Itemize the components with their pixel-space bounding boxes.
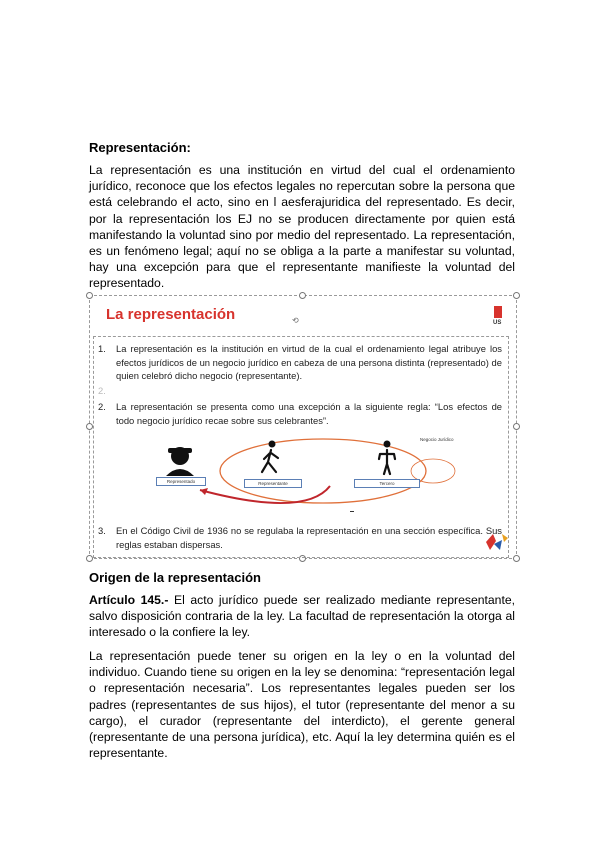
university-logo-icon	[492, 304, 510, 326]
resize-handle[interactable]	[513, 292, 520, 299]
article-text: El acto jurídico puede ser realizado mediante representante, salvo disposición contraria de la ley. La facultad de representación la otorga al interesado o la confiere la ley.	[89, 593, 515, 640]
slide-title: La representación	[106, 306, 236, 323]
represented-person-icon	[166, 447, 194, 476]
article-paragraph	[89, 592, 515, 641]
article-label: Artículo 145.-	[89, 593, 169, 607]
third-party-label: Tercero	[354, 479, 420, 488]
section-heading-representacion: Representación:	[89, 140, 191, 155]
intro-paragraph: La representación es una institución en virtud del cual el ordenamiento jurídico, reconoce que los efectos legales no repercutan sobre la persona que está celebrando el acto, sino en l aesferajuridica del representado. Es decir, por la representación los EJ no se producen directamente por quien está manifestando la voluntad sino por medio del representado. La representación, es un fenómeno legal; aquí no se obliga a la parte a manifestar su voluntad, hay una excepción para que el representante manifieste la voluntad del representado.	[89, 163, 515, 291]
resize-handle[interactable]	[86, 555, 93, 562]
origin-paragraph: La representación puede tener su origen en la ley o en la voluntad del individuo. Cuando tiene su origen en la ley se denomina: “representación legal o representación necesaria”. Los representantes legales pueden ser los padres (representantes de sus hijos), el tutor (representante del menor a su cargo), el curador (representante del interdicto), el gerente general (representante de una persona jurídica), etc. Aquí la ley determina quién es el representante.	[89, 649, 515, 761]
event-logo-icon	[484, 530, 512, 554]
representative-label: Representante	[244, 479, 302, 488]
delegation-arrow	[200, 486, 330, 503]
standing-person-icon	[379, 441, 395, 475]
resize-handle[interactable]	[299, 292, 306, 299]
embedded-slide-image[interactable]: ⟲ La representación US 1. La representación es la institución en virtud de la cual el ordenamiento legal atribuye los efectos jurídicos de un negocio jurídico en cabeza de una persona distinta (representado) de quien celebró dicho negocio (representante). 2. 2. La representación se presenta como una excepción a la siguiente regla: “Los efectos de todo negocio jurídico recae sobre sus celebrantes”. Representado Representante Tercero Negocio Jurídico 3. En el Código Civil de 1936 no se regulaba la representación en una sección específica. Sus reglas estaban dispersas.	[89, 295, 517, 559]
represented-label: Representado	[156, 477, 206, 486]
resize-handle[interactable]	[86, 292, 93, 299]
rotate-handle-icon[interactable]: ⟲	[292, 316, 299, 325]
business-label: Negocio Jurídico	[420, 437, 454, 442]
section-heading-origen: Origen de la representación	[89, 570, 261, 585]
svg-text:US: US	[493, 320, 502, 326]
resize-handle[interactable]	[513, 555, 520, 562]
